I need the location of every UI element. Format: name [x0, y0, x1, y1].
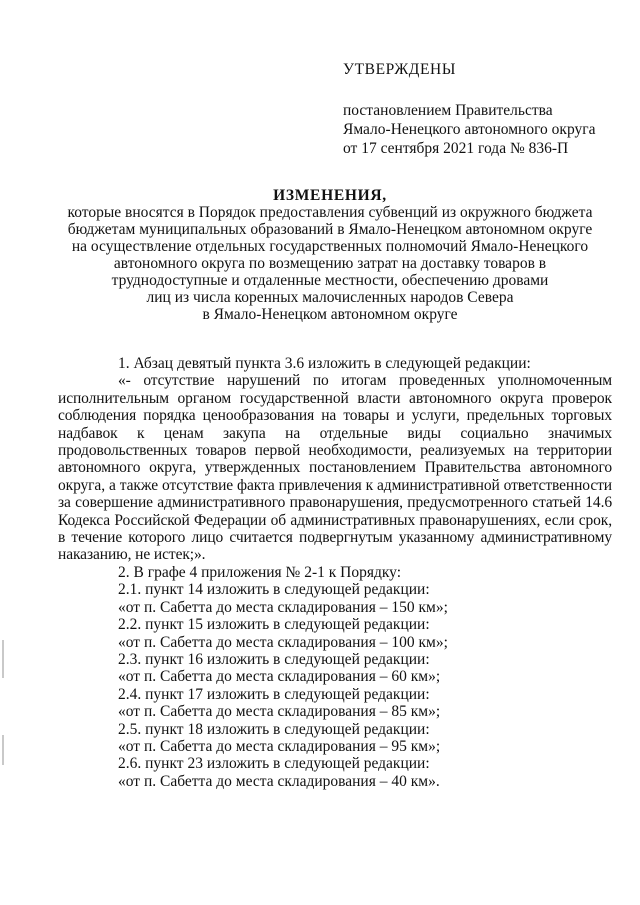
approval-block [343, 60, 623, 158]
list-item: «от п. Сабетта до места складирования – 40 км». [118, 772, 440, 790]
list-item: 2.1. пункт 14 изложить в следующей редакции: [118, 581, 430, 599]
heading-line: лиц из числа коренных малочисленных народов Севера [146, 289, 514, 306]
list-item: «от п. Сабетта до места складирования – 95 км»; [118, 737, 441, 755]
scan-artifact [2, 640, 4, 678]
list-item: 2.4. пункт 17 изложить в следующей редакции: [118, 685, 430, 703]
approval-line: Ямало-Ненецкого автономного округа [343, 121, 596, 138]
list-item: 2.3. пункт 16 изложить в следующей редакции: [118, 650, 430, 668]
heading-line: которые вносятся в Порядок предоставления субвенций из окружного бюджета [67, 204, 593, 221]
heading-line: бюджетам муниципальных образований в Ямало-Ненецком автономном округе [67, 221, 593, 238]
list-item: «от п. Сабетта до места складирования – 85 км»; [118, 703, 441, 721]
heading-line: автономного округа по возмещению затрат на доставку товаров в [113, 255, 547, 272]
list-item: 2.2. пункт 15 изложить в следующей редакции: [118, 616, 430, 634]
list-item: «от п. Сабетта до места складирования – 100 км»; [118, 633, 448, 651]
paragraph-2: 2. В графе 4 приложения № 2-1 к Порядку: [118, 563, 402, 581]
document-body [58, 355, 612, 790]
document-title: ИЗМЕНЕНИЯ, [273, 187, 387, 204]
heading-line: в Ямало-Ненецком автономном округе [202, 306, 458, 323]
list-item: 2.6. пункт 23 изложить в следующей редакции: [118, 755, 430, 773]
scan-artifact [2, 735, 4, 765]
quoted-paragraph: «- отсутствие нарушений по итогам проведенных уполномоченным исполнительным органом государственной власти автономного округа проверок соблюдения порядка ценообразования на товары и услуги, предельных торговых надбавок к ценам закупа на отдельные виды социально значимых продовольственных товаров первой необходимости, реализуемых на территории автономного округа, утвержденных постановлением Правительства автономного округа, а также отсутствие факта привлечения к административной ответственности за совершение административного правонарушения, предусмотренного статьей 14.6 Кодекса Российской Федерации об административных правонарушениях, если срок, в течение которого лицо считается подвергнутым указанному административному наказанию, не истек;». [58, 372, 612, 564]
list-item: «от п. Сабетта до места складирования – 60 км»; [118, 668, 441, 686]
heading-line: на осуществление отдельных государственных полномочий Ямало-Ненецкого [71, 238, 589, 255]
document-heading [60, 187, 600, 323]
approval-line: от 17 сентября 2021 года № 836-П [343, 140, 569, 157]
approval-line: постановлением Правительства [343, 102, 553, 119]
amendment-list [88, 581, 612, 790]
list-item: «от п. Сабетта до места складирования – 150 км»; [118, 598, 448, 616]
approved-label: УТВЕРЖДЕНЫ [343, 61, 456, 78]
list-item: 2.5. пункт 18 изложить в следующей редакции: [118, 720, 430, 738]
paragraph-1: 1. Абзац девятый пункта 3.6 изложить в следующей редакции: [118, 355, 531, 372]
heading-line: труднодоступные и отдаленные местности, обеспечению дровами [111, 272, 549, 289]
